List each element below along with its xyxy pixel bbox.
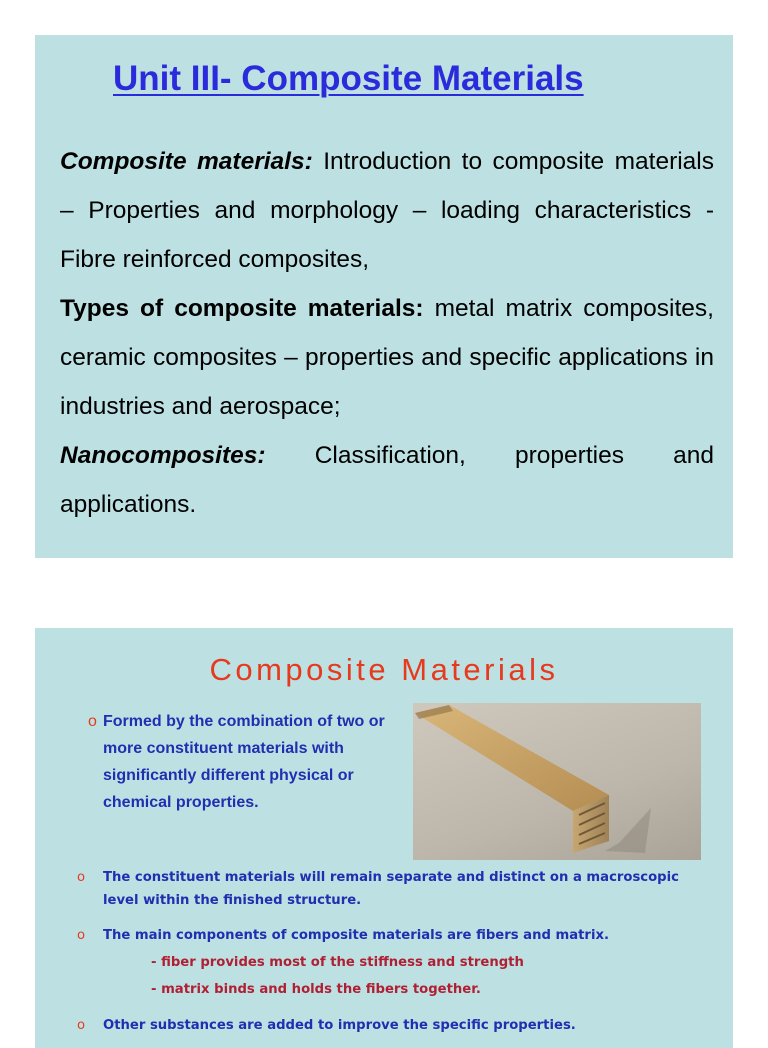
bullet-marker: o <box>77 928 86 943</box>
paragraph-text: metal matrix composites, ceramic composites – properties and specific applications in industries and aerospace; <box>60 295 714 420</box>
slide-unit-iii <box>35 35 733 558</box>
bullet-definition <box>88 708 408 816</box>
paragraph-composite-materials <box>60 137 714 284</box>
bullet-text: The constituent materials will remain separate and distinct on a macroscopic level within the finished structure. <box>103 870 679 908</box>
paragraph-types <box>60 284 714 431</box>
bullet-marker: o <box>77 870 86 885</box>
bullet-marker: o <box>88 713 97 730</box>
bullet-other-substances <box>77 1014 717 1037</box>
syllabus-text <box>60 137 714 529</box>
bullet-text: Formed by the combination of two or more constituent materials with significantly different physical or chemical properties. <box>103 713 385 811</box>
paragraph-nanocomposites <box>60 431 714 529</box>
paragraph-text: Classification, properties and applications. <box>60 442 714 518</box>
paragraph-label: Composite materials: <box>60 148 313 175</box>
plywood-photo <box>413 703 701 860</box>
bullet-text: The main components of composite materials are fibers and matrix. <box>103 928 609 943</box>
slide-title: Composite Materials <box>209 652 559 687</box>
sub-point-fiber: - fiber provides most of the stiffness and strength <box>151 955 524 970</box>
bullet-main-components <box>77 924 717 947</box>
bullet-separate-distinct <box>77 866 717 912</box>
slide-composite-materials <box>35 628 733 1048</box>
bullet-text: Other substances are added to improve the specific properties. <box>103 1018 576 1033</box>
slide-title: Unit III- Composite Materials <box>113 59 584 98</box>
paragraph-label: Nanocomposites: <box>60 442 266 469</box>
bullet-marker: o <box>77 1018 86 1033</box>
plywood-board-image <box>413 703 701 860</box>
paragraph-text: Introduction to composite materials – Properties and morphology – loading characteristics - Fibre reinforced composites, <box>60 148 714 273</box>
paragraph-label: Types of composite materials: <box>60 295 424 322</box>
sub-point-matrix: - matrix binds and holds the fibers together. <box>151 982 481 997</box>
